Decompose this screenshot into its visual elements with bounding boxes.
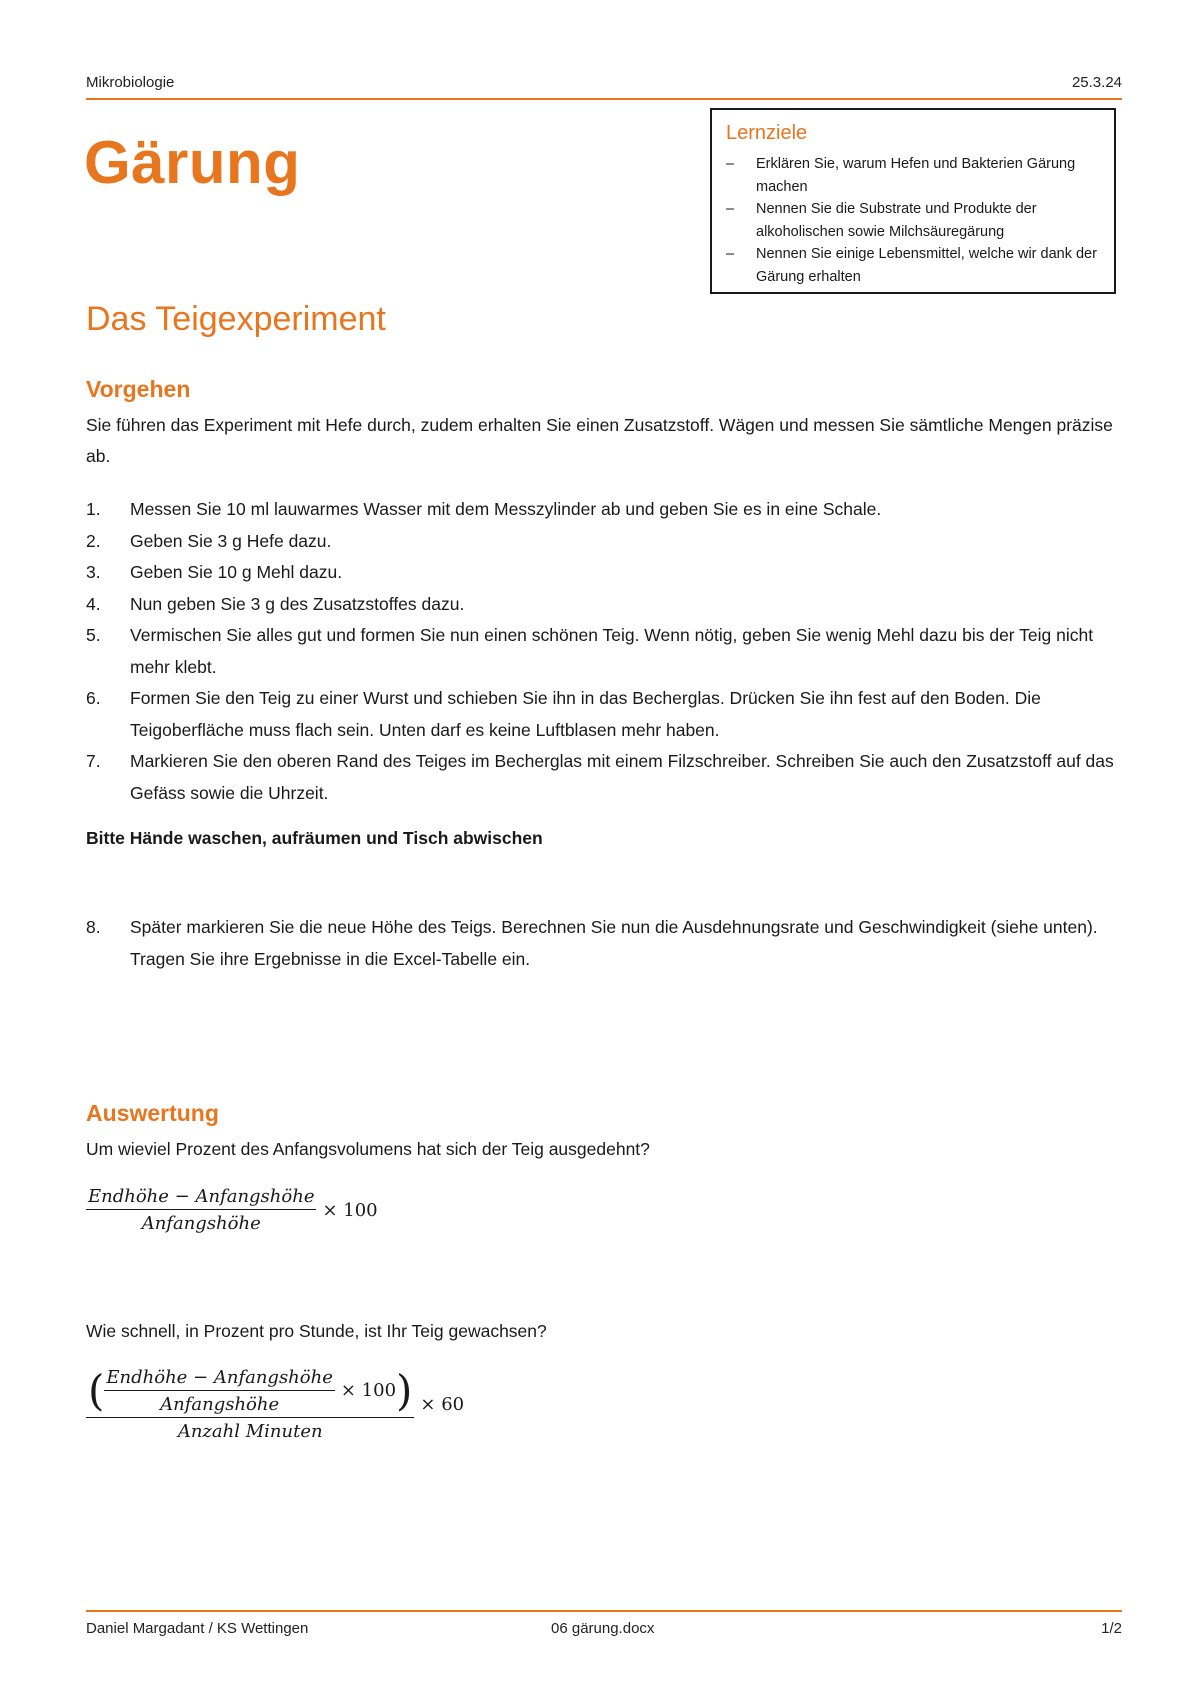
dash-bullet: – xyxy=(726,156,735,172)
formula-outer-denominator: Anzahl Minuten xyxy=(177,1421,323,1442)
step-text: Geben Sie 3 g Hefe dazu. xyxy=(130,530,332,551)
step-text: Geben Sie 10 g Mehl dazu. xyxy=(130,562,343,582)
step-item xyxy=(86,746,1122,809)
step-number: 5. xyxy=(86,625,101,645)
step-item xyxy=(86,557,1122,589)
step-number: 4. xyxy=(86,593,101,614)
step-item xyxy=(86,526,1122,558)
objective-text: Nennen Sie die Substrate und Produkte der alkoholischen sowie Milchsäuregärung xyxy=(756,201,1037,240)
expansion-formula xyxy=(86,1186,378,1234)
step-number: 3. xyxy=(86,562,101,582)
step-text: Messen Sie 10 ml lauwarmes Wasser mit dem Messzylinder ab und geben Sie es in eine Schale. xyxy=(130,499,882,519)
paren-open: ( xyxy=(88,1366,105,1415)
step-number: 6. xyxy=(86,688,101,708)
formula-outer-fraction xyxy=(86,1366,414,1442)
formula-numerator: Endhöhe − Anfangshöhe xyxy=(86,1186,316,1210)
formula-fraction xyxy=(86,1186,316,1234)
formula-inner-multiplier: × 100 xyxy=(340,1380,397,1401)
learning-objectives-box xyxy=(710,108,1116,294)
formula-denominator: Anfangshöhe xyxy=(141,1213,261,1234)
procedure-heading: Vorgehen xyxy=(86,376,191,402)
objective-item xyxy=(726,198,1100,243)
evaluation-heading: Auswertung xyxy=(86,1100,219,1126)
objectives-title: Lernziele xyxy=(726,122,808,144)
step-text: Markieren Sie den oberen Rand des Teiges im Becherglas mit einem Filzschreiber. Schreiben Sie auch den Zusatzstoff auf das Gefäss sowie die Uhrzeit. xyxy=(130,751,1114,803)
footer-filename: 06 gärung.docx xyxy=(551,1620,655,1637)
formula-outer-numerator xyxy=(86,1366,414,1418)
speed-formula xyxy=(86,1366,464,1442)
step-number: 8. xyxy=(86,917,101,937)
evaluation-question-1: Um wieviel Prozent des Anfangsvolumens hat sich der Teig ausgedehnt? xyxy=(86,1139,650,1159)
dash-bullet: – xyxy=(726,246,735,262)
header-subject: Mikrobiologie xyxy=(86,74,175,91)
objective-item xyxy=(726,243,1100,288)
objective-text: Erklären Sie, warum Hefen und Bakterien Gärung machen xyxy=(756,156,1076,195)
step-item xyxy=(86,683,1122,746)
paren-close: ) xyxy=(396,1366,413,1415)
step-item xyxy=(86,912,1122,975)
objective-item xyxy=(726,153,1100,198)
objectives-list xyxy=(726,153,1100,288)
objective-text: Nennen Sie einige Lebensmittel, welche wir dank der Gärung erhalten xyxy=(756,246,1097,285)
footer-author: Daniel Margadant / KS Wettingen xyxy=(86,1620,309,1637)
dash-bullet: – xyxy=(726,201,735,217)
header-date: 25.3.24 xyxy=(1071,74,1122,91)
step-item xyxy=(86,494,1122,526)
procedure-intro: Sie führen das Experiment mit Hefe durch, zudem erhalten Sie einen Zusatzstoff. Wägen und messen Sie sämtliche Mengen präzise ab. xyxy=(86,415,1113,466)
step-text: Nun geben Sie 3 g des Zusatzstoffes dazu. xyxy=(130,593,465,614)
step-text: Vermischen Sie alles gut und formen Sie nun einen schönen Teig. Wenn nötig, geben Sie wenig Mehl dazu bis der Teig nicht mehr klebt. xyxy=(130,625,1094,677)
formula-multiplier: × 100 xyxy=(322,1199,378,1221)
formula-inner-fraction xyxy=(104,1367,334,1415)
step-text: Formen Sie den Teig zu einer Wurst und schieben Sie ihn in das Becherglas. Drücken Sie ihn fest auf den Boden. Die Teigoberfläche muss flach sein. Unten darf es keine Luftblasen mehr haben. xyxy=(130,688,1041,740)
step-number: 1. xyxy=(86,499,101,519)
step-number: 7. xyxy=(86,751,101,771)
procedure-step-8 xyxy=(86,912,1122,975)
section-title: Das Teigexperiment xyxy=(86,300,386,338)
step-item xyxy=(86,620,1122,683)
formula-outer-multiplier: × 60 xyxy=(420,1393,465,1415)
cleanup-note: Bitte Hände waschen, aufräumen und Tisch abwischen xyxy=(86,828,543,848)
step-item xyxy=(86,589,1122,621)
evaluation-question-2: Wie schnell, in Prozent pro Stunde, ist Ihr Teig gewachsen? xyxy=(86,1321,547,1341)
step-number: 2. xyxy=(86,530,101,551)
procedure-steps xyxy=(86,494,1122,809)
page-title: Gärung xyxy=(84,129,301,196)
formula-inner-numerator: Endhöhe − Anfangshöhe xyxy=(104,1367,334,1391)
footer-page-number: 1/2 xyxy=(1101,1620,1122,1637)
formula-inner-denominator: Anfangshöhe xyxy=(160,1393,280,1415)
page-header xyxy=(86,74,1122,100)
step-text: Später markieren Sie die neue Höhe des Teigs. Berechnen Sie nun die Ausdehnungsrate und Geschwindigkeit (siehe unten). Tragen Sie ihre Ergebnisse in die Excel-Tabelle ein. xyxy=(130,917,1098,969)
page-footer xyxy=(86,1610,1122,1648)
